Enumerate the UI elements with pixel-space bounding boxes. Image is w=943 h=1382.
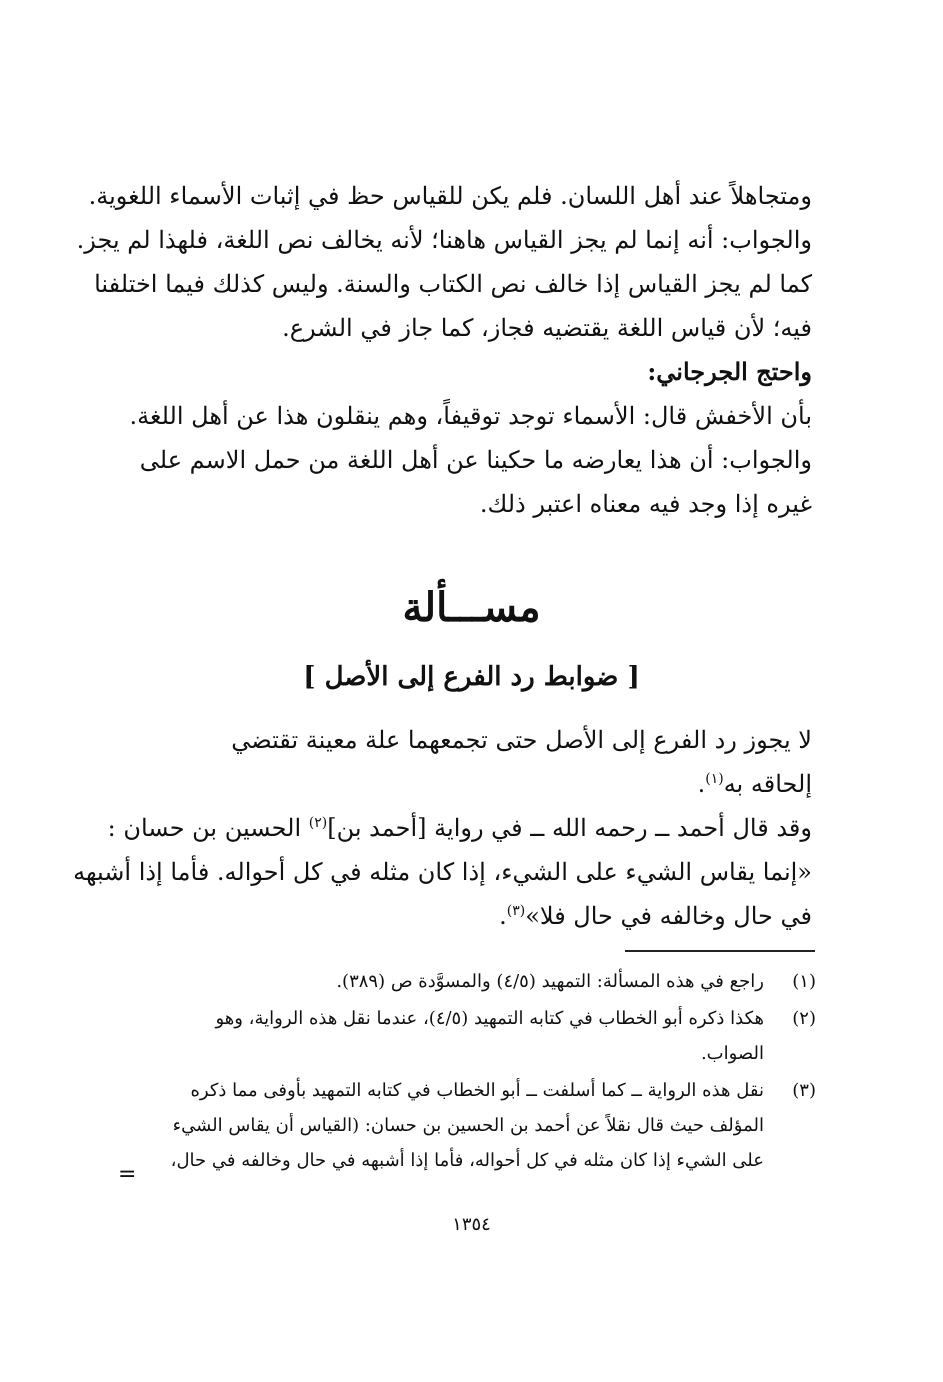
body-line: لا يجوز رد الفرع إلى الأصل حتى تجمعهما علة معينة تقتضي xyxy=(231,726,812,754)
footnote-line: هكذا ذكره أبو الخطاب في كتابه التمهيد (٤/٥)، عندما نقل هذه الرواية، وهو xyxy=(215,1008,764,1029)
body-line-text: في حال وخالفه في حال فلا» xyxy=(525,902,812,930)
footnote xyxy=(110,1001,816,1071)
footnote-line: راجع في هذه المسألة: التمهيد (٤/٥) والمسوَّدة ص (٣٨٩). xyxy=(336,971,764,992)
body-line: إلحاقه به$^{(١)}$. xyxy=(697,770,812,798)
footnote-body xyxy=(110,1001,764,1071)
footnotes xyxy=(110,964,816,1180)
footnote-number: (٢) xyxy=(792,1008,816,1029)
masala-title: مســـألة xyxy=(402,584,541,631)
footnote-line: الصواب. xyxy=(700,1043,764,1064)
footnote-continuation-mark: = xyxy=(118,1162,137,1187)
footnote-body xyxy=(110,964,764,999)
footnote-number: (١) xyxy=(792,971,816,992)
footnote-line: نقل هذه الرواية ــ كما أسلفت ــ أبو الخطاب في كتابه التمهيد بأوفى مما ذكره xyxy=(190,1080,764,1101)
footnote-ref: (٢) xyxy=(308,815,328,831)
body-line: بأن الأخفش قال: الأسماء توجد توقيفاً، وهم ينقلون هذا عن أهل اللغة. xyxy=(129,402,812,430)
body-text-middle xyxy=(73,718,812,938)
footnote-line: المؤلف حيث قال نقلاً عن أحمد بن الحسين بن حسان: (القياس أن يقاس الشيء xyxy=(172,1115,764,1136)
section-label: واحتج الجرجاني: xyxy=(647,357,812,386)
footnote-body xyxy=(110,1073,764,1178)
body-line: والجواب: أن هذا يعارضه ما حكينا عن أهل اللغة من حمل الاسم على xyxy=(139,446,812,474)
body-line xyxy=(140,894,812,938)
body-line: فيه؛ لأن قياس اللغة يقتضيه فجاز، كما جاز في الشرع. xyxy=(282,314,812,342)
body-line: غيره إذا وجد فيه معناه اعتبر ذلك. xyxy=(479,490,812,518)
footnote-ref: (١) xyxy=(705,771,724,787)
body-line: كما لم يجز القياس إذا خالف نص الكتاب والسنة. وليس كذلك فيما اختلفنا xyxy=(94,270,812,298)
footnote-line: على الشيء إذا كان مثله في كل أحواله، فأما إذا أشبهه في حال وخالفه في حال، xyxy=(170,1150,764,1171)
footnote-divider xyxy=(625,950,815,952)
body-line: والجواب: أنه إنما لم يجز القياس هاهنا؛ لأنه يخالف نص اللغة، فلهذا لم يجز. xyxy=(76,226,812,254)
body-line: ومتجاهلاً عند أهل اللسان. فلم يكن للقياس حظ في إثبات الأسماء اللغوية. xyxy=(88,182,812,210)
body-line-text: وقد قال أحمد ــ رحمه الله ــ في رواية [أحمد بن] xyxy=(327,814,812,842)
body-line xyxy=(107,806,812,850)
body-line-text: الحسين بن حسان : xyxy=(107,814,309,842)
body-line: «إنما يقاس الشيء على الشيء، إذا كان مثله في كل أحواله. فأما إذا أشبهه xyxy=(73,858,812,886)
masala-subtitle: [ ضوابط رد الفرع إلى الأصل ] xyxy=(303,662,640,692)
body-line-text: إلحاقه به xyxy=(723,770,812,798)
footnote xyxy=(110,1073,816,1178)
page-number: ١٣٥٤ xyxy=(452,1214,491,1235)
body-text-top xyxy=(76,174,812,526)
footnote-number: (٣) xyxy=(792,1080,816,1101)
footnote xyxy=(110,964,816,999)
footnote-ref: (٣) xyxy=(506,903,526,919)
body-line-text: . xyxy=(499,902,507,930)
